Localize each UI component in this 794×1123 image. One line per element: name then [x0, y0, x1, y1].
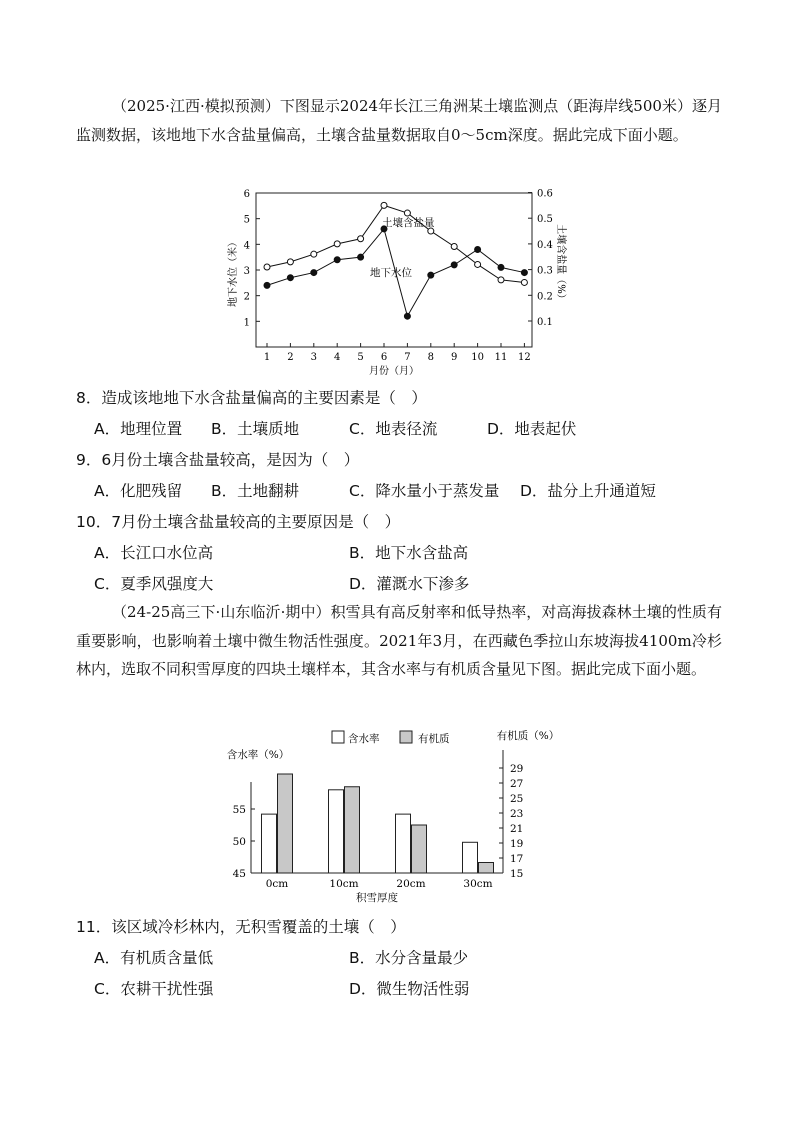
chart1-x-tick-label: 8	[427, 352, 434, 363]
chart1-water-point-4	[334, 257, 340, 263]
chart2-legend-label-water: 含水率	[348, 733, 380, 745]
q8-option-c[interactable]: C．地表径流	[349, 420, 438, 438]
chart2-bar-organic-20cm	[412, 825, 427, 873]
chart2-left-tick-label: 50	[232, 836, 246, 848]
chart2-legend-label-organic: 有机质	[418, 733, 450, 745]
chart1-x-tick-label: 10	[471, 352, 484, 363]
chart2-left-axis-label: 含水率（%）	[226, 749, 290, 761]
chart2-bar-water-0cm	[262, 814, 277, 873]
q9-option-d[interactable]: D．盐分上升通道短	[520, 482, 656, 500]
intro-paragraph-2: （24-25高三下·山东临沂·期中）积雪具有高反射率和低导热率，对高海拔森林土壤的性质有重要影响，也影响着土壤中微生物活性强度。2021年3月，在西藏色季拉山东坡海拔4100m冷杉林内，选取不同积雪厚度的四块土壤样本，其含水率与有机质含量见下图。据此完成下面小题。	[76, 603, 722, 678]
chart2-right-tick-label: 25	[510, 793, 524, 805]
chart2-bar-organic-30cm	[479, 863, 494, 874]
chart1-x-tick-label: 5	[357, 352, 364, 363]
chart1-left-tick-label: 3	[243, 266, 250, 277]
chart1-water-point-10	[475, 246, 481, 252]
chart1-water-point-2	[287, 275, 293, 281]
chart1-x-tick-label: 1	[263, 352, 271, 363]
chart1-x-axis-label: 月份（月）	[369, 366, 419, 377]
chart1-water-point-5	[358, 254, 364, 260]
chart2-bar-water-20cm	[396, 814, 411, 873]
chart1-x-tick-label: 11	[494, 352, 508, 363]
chart1-label-water: 地下水位	[370, 267, 412, 279]
chart1-x-tick-label: 6	[380, 352, 388, 363]
chart1-water-point-1	[264, 282, 270, 288]
chart1-x-tick-label: 4	[334, 352, 341, 363]
chart1-left-axis-label: 地下水位（米）	[228, 237, 239, 307]
chart2-right-tick-label: 23	[510, 808, 524, 820]
chart1-salt-point-6	[381, 202, 387, 208]
chart1-left-tick-label: 2	[243, 291, 250, 303]
q9-option-c[interactable]: C．降水量小于蒸发量	[349, 482, 500, 500]
chart1-water-point-9	[451, 262, 457, 268]
chart1-x-tick-label: 2	[287, 352, 294, 363]
chart1-right-axis-label: 土壤含盐量（%）	[555, 224, 566, 304]
chart1-water-point-8	[428, 272, 434, 278]
chart2-right-tick-label: 21	[510, 823, 524, 835]
q10-option-b[interactable]: B．地下水含盐高	[349, 544, 469, 562]
chart2-x-tick-label: 10cm	[329, 878, 359, 890]
q8-option-a[interactable]: A．地理位置	[94, 420, 183, 438]
q10-option-c[interactable]: C．夏季风强度大	[94, 575, 214, 593]
q11-option-d[interactable]: D．微生物活性弱	[349, 980, 470, 998]
chart1-salt-point-5	[358, 236, 364, 242]
chart1-x-tick-label: 9	[451, 352, 458, 363]
question-10-stem: 10．7月份土壤含盐量较高的主要原因是（ ）	[76, 513, 401, 531]
chart1-salt-point-1	[264, 264, 270, 270]
q8-option-b[interactable]: B．土壤质地	[211, 420, 300, 438]
intro-paragraph-1: （2025·江西·模拟预测）下图显示2024年长江三角洲某土壤监测点（距海岸线500米）逐月监测数据，该地地下水含盐量偏高，土壤含盐量数据取自0～5cm深度。据此完成下面小题。	[76, 97, 722, 144]
chart2-bar-organic-0cm	[278, 774, 293, 873]
chart1-salt-point-10	[475, 261, 481, 267]
chart1-salt-point-9	[451, 243, 457, 249]
chart1-water-point-7	[404, 313, 410, 319]
q11-option-b[interactable]: B．水分含量最少	[349, 949, 469, 967]
question-8-stem: 8．造成该地地下水含盐量偏高的主要因素是（ ）	[76, 389, 427, 407]
chart1-salt-point-3	[311, 251, 317, 257]
chart2-right-tick-label: 15	[510, 868, 524, 880]
chart1-left-tick-label: 5	[243, 214, 250, 226]
q9-option-b[interactable]: B．土地翻耕	[211, 482, 300, 500]
chart2-x-tick-label: 0cm	[265, 878, 289, 890]
chart1-right-tick-label: 0.6	[537, 188, 553, 200]
q11-option-a[interactable]: A．有机质含量低	[94, 949, 214, 967]
q9-option-a[interactable]: A．化肥残留	[94, 482, 183, 500]
chart1-right-tick-label: 0.4	[537, 239, 553, 251]
chart1-left-tick-label: 1	[243, 317, 250, 329]
chart2-legend-swatch-water	[332, 731, 344, 743]
chart1-salt-point-7	[404, 210, 410, 216]
chart1-water-point-12	[521, 270, 527, 276]
chart1-salt-point-2	[287, 259, 293, 265]
line-chart-soil-salinity	[0, 0, 794, 400]
chart2-right-tick-label: 19	[510, 838, 524, 850]
chart1-water-point-3	[311, 270, 317, 276]
chart2-left-tick-label: 45	[232, 868, 246, 880]
chart1-water-point-11	[498, 264, 504, 270]
chart1-right-tick-label: 0.5	[537, 214, 553, 226]
chart2-x-tick-label: 30cm	[463, 878, 493, 890]
chart1-right-tick-label: 0.3	[537, 265, 553, 277]
chart1-salt-point-11	[498, 277, 504, 283]
chart2-right-tick-label: 17	[510, 853, 524, 865]
chart1-left-tick-label: 6	[243, 189, 250, 200]
chart1-x-tick-label: 7	[404, 352, 411, 363]
chart2-bar-organic-10cm	[345, 787, 360, 873]
q8-option-d[interactable]: D．地表起伏	[487, 420, 577, 438]
chart2-left-tick-label: 55	[232, 804, 246, 816]
question-11-stem: 11．该区域冷杉林内，无积雪覆盖的土壤（ ）	[76, 918, 406, 936]
q11-option-c[interactable]: C．农耕干扰性强	[94, 980, 214, 998]
question-9-stem: 9．6月份土壤含盐量较高，是因为（ ）	[76, 451, 360, 469]
chart2-x-axis-label: 积雪厚度	[356, 892, 398, 904]
chart1-salt-point-12	[521, 279, 527, 285]
chart1-right-tick-label: 0.1	[537, 317, 553, 328]
chart2-x-tick-label: 20cm	[396, 878, 426, 890]
chart1-salt-point-4	[334, 241, 340, 247]
chart1-x-tick-label: 12	[518, 352, 531, 363]
chart2-right-axis-label: 有机质（%）	[496, 730, 560, 742]
q10-option-d[interactable]: D．灌溉水下渗多	[349, 575, 470, 593]
chart2-bar-water-30cm	[463, 842, 478, 873]
chart1-right-tick-label: 0.2	[537, 291, 553, 303]
chart2-legend-swatch-organic	[400, 731, 412, 743]
chart2-bar-water-10cm	[329, 790, 344, 873]
bar-chart-snow-soil	[0, 720, 794, 920]
q10-option-a[interactable]: A．长江口水位高	[94, 544, 214, 562]
chart2-right-tick-label: 29	[510, 763, 524, 775]
chart1-x-tick-label: 3	[310, 352, 317, 363]
chart1-left-tick-label: 4	[243, 240, 250, 252]
chart2-right-tick-label: 27	[510, 778, 524, 790]
chart1-label-salt: 土壤含盐量	[382, 217, 435, 229]
